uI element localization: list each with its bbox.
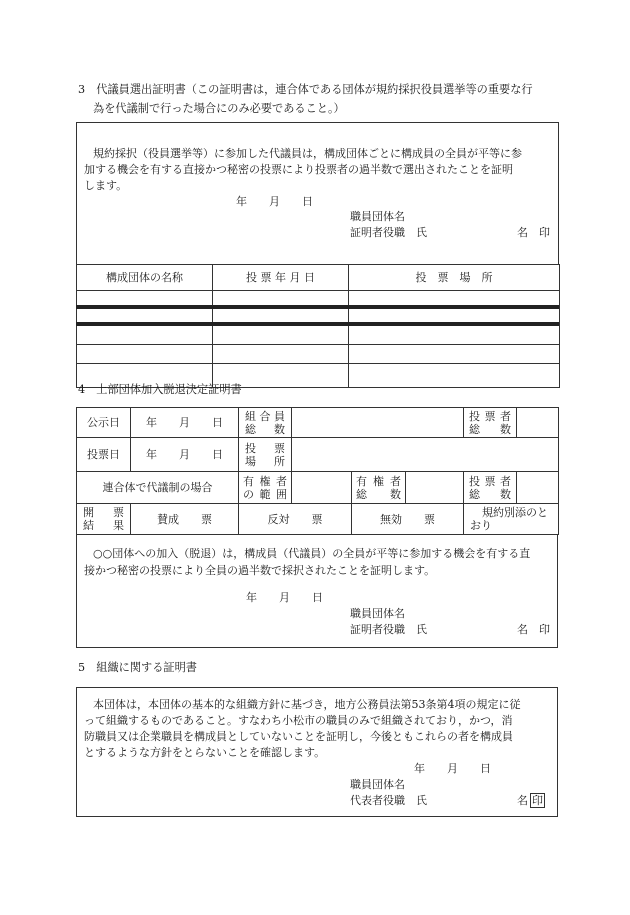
s3-table-break-top xyxy=(76,305,559,309)
s5-body-line3: 防職員又は企業職員を構成員としていないことを証明し，今後ともこれらの者を構成員 xyxy=(84,730,513,743)
s4-date: 年 月 日 xyxy=(246,591,323,604)
announce-date-value: 年 月 日 xyxy=(131,408,239,438)
seal-box: 印 xyxy=(532,794,543,807)
s3-body-line2: 加する機会を有する直接かつ秘密の投票により投票者の過半数で選出されたことを証明 xyxy=(84,163,513,176)
s4-org-name-label: 職員団体名 xyxy=(350,607,405,620)
announce-date-label: 公示日 xyxy=(77,408,131,438)
s3-signer-label: 証明者役職 氏 xyxy=(350,226,427,239)
s4-name-seal-label: 名 印 xyxy=(517,623,550,636)
voters-total-value xyxy=(517,408,559,438)
s3-certificate-box xyxy=(76,122,559,264)
voters-total-label: 投票者 総 数 xyxy=(464,408,517,438)
against-votes: 反対 票 xyxy=(239,504,352,535)
rights-total-label: 有 権 者 総 数 xyxy=(352,472,406,504)
s3-vote-table xyxy=(76,264,560,388)
s4-body-line2: 接かつ秘密の投票により全員の過半数で採択されたことを証明します。 xyxy=(84,564,436,577)
rights-total-value xyxy=(406,472,464,504)
table-cell xyxy=(213,345,349,364)
s3-heading-line1: 3 代議員選出証明書（この証明書は，連合体である団体が規約採択役員選挙等の重要な行 xyxy=(78,83,533,96)
yes-votes: 賛成 票 xyxy=(131,504,239,535)
rep-case-label: 連合体で代議制の場合 xyxy=(77,472,239,504)
table-cell xyxy=(349,326,560,345)
s5-body-line1: 本団体は，本団体の基本的な組織方針に基づき，地方公務員法第53条第4項の規定に従 xyxy=(93,698,521,711)
count-result-label: 開 票 結 果 xyxy=(77,504,131,535)
s3-name-seal-label: 名 印 xyxy=(517,226,550,239)
s3-body-line3: します。 xyxy=(84,179,128,192)
table-cell xyxy=(77,345,213,364)
s4-vote-table xyxy=(76,407,559,535)
s3-date: 年 月 日 xyxy=(236,195,313,208)
members-total-value xyxy=(292,408,464,438)
s3-col-vote-date: 投 票 年 月 日 xyxy=(213,265,349,291)
s5-name-label: 名 印 xyxy=(517,794,543,807)
s5-org-name-label: 職員団体名 xyxy=(350,778,405,791)
s4-signer-label: 証明者役職 氏 xyxy=(350,623,427,636)
table-cell xyxy=(213,326,349,345)
rights-range-label: 有 権 者 の 範 囲 xyxy=(239,472,292,504)
s3-col-vote-place: 投 票 場 所 xyxy=(349,265,560,291)
table-cell xyxy=(349,345,560,364)
vote-place-value xyxy=(292,438,559,472)
s3-heading-line2: 為を代議制で行った場合にのみ必要であること。） xyxy=(93,102,345,115)
table-cell xyxy=(77,326,213,345)
vote-date-value: 年 月 日 xyxy=(131,438,239,472)
members-total-label: 組 合 員 総 数 xyxy=(239,408,292,438)
s5-signer-label: 代表者役職 氏 xyxy=(350,794,427,807)
s3-col-org-name: 構成団体の名称 xyxy=(77,265,213,291)
rights-range-value xyxy=(292,472,352,504)
s5-body-line4: とするような方針をとらないことを確認します。 xyxy=(84,746,326,759)
voters-total-value-2 xyxy=(517,472,559,504)
s4-body-line1: ○○団体への加入（脱退）は，構成員（代議員）の全員が平等に参加する機会を有する直 xyxy=(93,547,531,560)
s3-table-break-bottom xyxy=(76,322,559,326)
s4-heading: 4 上部団体加入脱退決定証明書 xyxy=(78,383,242,396)
rule-attached: 規約別添のと おり xyxy=(464,504,559,535)
invalid-votes: 無効 票 xyxy=(352,504,464,535)
vote-date-label: 投票日 xyxy=(77,438,131,472)
s5-body-line2: って組織するものであること。すなわち小松市の職員のみで組織されており，かつ，消 xyxy=(84,714,513,727)
s5-date: 年 月 日 xyxy=(414,762,491,775)
vote-place-label: 投 票 場 所 xyxy=(239,438,292,472)
s3-org-name-label: 職員団体名 xyxy=(350,210,405,223)
table-cell xyxy=(349,364,560,388)
voters-total-label-2: 投票者 総 数 xyxy=(464,472,517,504)
s3-body-line1: 規約採択（役員選挙等）に参加した代議員は，構成団体ごとに構成員の全員が平等に参 xyxy=(93,147,522,160)
s5-heading: 5 組織に関する証明書 xyxy=(78,661,197,674)
